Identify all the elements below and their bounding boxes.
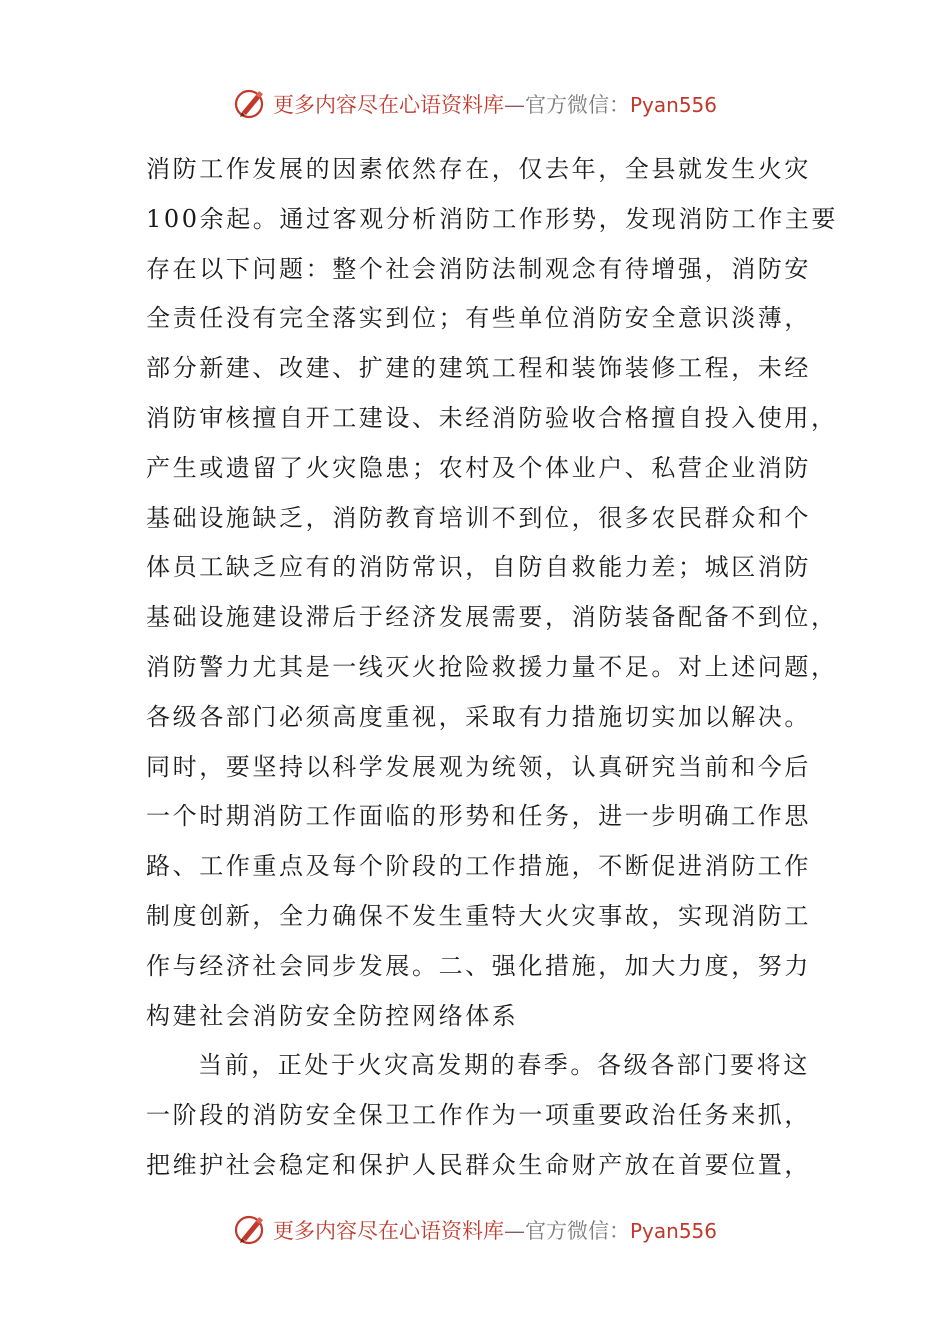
banner-dash: — xyxy=(503,1219,525,1243)
text-line: 基础设施建设滞后于经济发展需要，消防装备配备不到位， xyxy=(146,603,838,632)
text-line: 消防审核擅自开工建设、未经消防验收合格擅自投入使用， xyxy=(146,403,838,432)
text-line: 存在以下问题：整个社会消防法制观念有待增强，消防安 xyxy=(146,254,811,283)
text-line: 体员工缺乏应有的消防常识，自防自救能力差；城区消防 xyxy=(146,553,811,582)
text-line: 消防工作发展的因素依然存在，仅去年，全县就发生火灾 xyxy=(146,155,811,183)
banner-dash: — xyxy=(503,93,525,117)
text-line: 一阶段的消防安全保卫工作作为一项重要政治任务来抓， xyxy=(146,1101,811,1130)
text-line: 基础设施缺乏，消防教育培训不到位，很多农民群众和个 xyxy=(146,503,811,532)
text-line: 路、工作重点及每个阶段的工作措施，不断促进消防工作 xyxy=(146,852,811,881)
header-banner xyxy=(0,84,950,124)
banner-wechat-label: 官方微信： xyxy=(524,93,630,117)
banner-wechat-id: Pyan556 xyxy=(629,1219,717,1243)
text-line: 部分新建、改建、扩建的建筑工程和装饰装修工程，未经 xyxy=(146,354,811,383)
paragraph-2 xyxy=(146,1041,811,1190)
text-line: 同时，要坚持以科学发展观为统领，认真研究当前和今后 xyxy=(146,752,811,781)
text-line: 一个时期消防工作面临的形势和任务，进一步明确工作思 xyxy=(146,802,811,831)
text-line: 全责任没有完全落实到位；有些单位消防安全意识淡薄， xyxy=(146,304,811,333)
text-line: 产生或遗留了火灾隐患；农村及个体业户、私营企业消防 xyxy=(146,453,811,482)
pen-logo-icon xyxy=(233,87,267,121)
text-line: 把维护社会稳定和保护人民群众生命财产放在首要位置， xyxy=(146,1150,811,1179)
text-line: 消防警力尤其是一线灭火抢险救援力量不足。对上述问题， xyxy=(146,652,838,681)
banner-main-text: 更多内容尽在心语资料库 xyxy=(272,1219,504,1243)
banner-wechat-id: Pyan556 xyxy=(629,93,717,117)
banner-main-text: 更多内容尽在心语资料库 xyxy=(272,93,504,117)
pen-logo-icon xyxy=(233,1213,267,1247)
document-body xyxy=(146,145,839,1191)
text-line: 作与经济社会同步发展。二、强化措施，加大力度，努力 xyxy=(146,951,811,980)
text-line: 制度创新，全力确保不发生重特大火灾事故，实现消防工 xyxy=(146,901,811,930)
text-line: 当前，正处于火灾高发期的春季。各级各部门要将这 xyxy=(198,1051,810,1080)
footer-banner xyxy=(0,1210,950,1250)
text-line: 构建社会消防安全防控网络体系 xyxy=(146,1001,519,1030)
text-line: 100余起。通过客观分析消防工作形势，发现消防工作主要 xyxy=(146,204,839,233)
paragraph-1 xyxy=(146,145,839,1041)
text-line: 各级各部门必须高度重视，采取有力措施切实加以解决。 xyxy=(146,702,811,731)
banner-wechat-label: 官方微信： xyxy=(524,1219,630,1243)
